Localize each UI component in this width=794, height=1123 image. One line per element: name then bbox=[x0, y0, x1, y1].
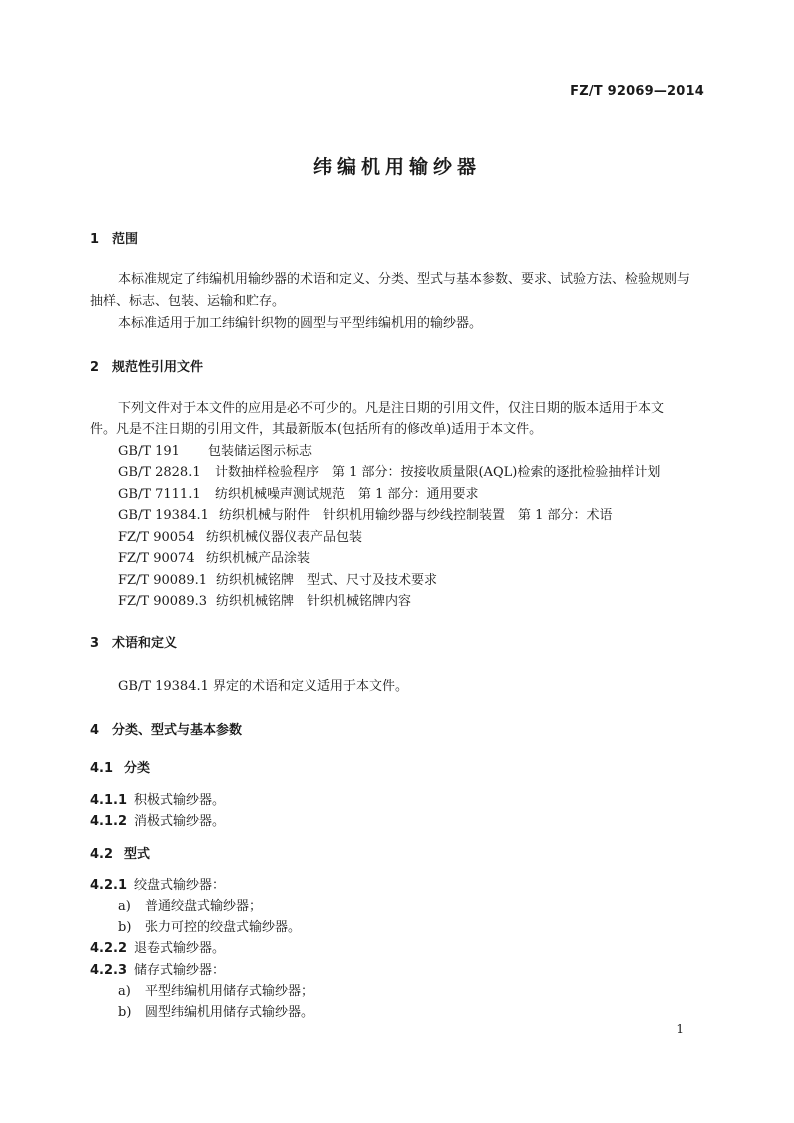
list-text: 平型纬编机用储存式输纱器； bbox=[145, 984, 315, 999]
reference-code: FZ/T 90074 bbox=[118, 551, 195, 566]
clause-text: 消极式输纱器。 bbox=[134, 814, 226, 829]
reference-code: GB/T 2828.1 bbox=[118, 465, 201, 480]
section-4-heading bbox=[90, 719, 242, 738]
clause-4-1-2 bbox=[90, 810, 225, 829]
reference-code: GB/T 7111.1 bbox=[118, 487, 201, 502]
reference-code: FZ/T 90089.3 bbox=[118, 594, 207, 609]
clause-text: 退卷式输纱器。 bbox=[134, 941, 226, 956]
section-number: 1 bbox=[90, 232, 100, 247]
reference-code: GB/T 19384.1 bbox=[118, 508, 209, 523]
section-1-heading bbox=[90, 228, 138, 247]
list-text: 普通绞盘式输纱器； bbox=[145, 899, 263, 914]
section-4-2-heading bbox=[90, 843, 150, 862]
reference-name: 计数抽样检验程序 第 1 部分：按接收质量限(AQL)检索的逐批检验抽样计划 bbox=[215, 465, 661, 480]
reference-name: 纺织机械仪器仪表产品包装 bbox=[206, 530, 363, 545]
reference-item bbox=[118, 483, 479, 502]
clause-number: 4.2.1 bbox=[90, 878, 128, 893]
clause-number: 4.1.2 bbox=[90, 814, 128, 829]
section-title: 型式 bbox=[124, 847, 151, 862]
clause-number: 4.2.2 bbox=[90, 941, 128, 956]
section-3-heading bbox=[90, 632, 177, 651]
clause-4-1-1 bbox=[90, 789, 225, 808]
reference-name: 纺织机械铭牌 针织机械铭牌内容 bbox=[216, 594, 412, 609]
list-label: b) bbox=[118, 920, 132, 935]
list-item bbox=[118, 895, 262, 914]
reference-code: FZ/T 90054 bbox=[118, 530, 195, 545]
section-number: 2 bbox=[90, 360, 100, 375]
list-item bbox=[118, 1001, 314, 1020]
list-label: a) bbox=[118, 899, 131, 914]
section-title: 分类 bbox=[124, 761, 151, 776]
list-label: b) bbox=[118, 1005, 132, 1020]
section-1-para-2: 本标准适用于加工纬编针织物的圆型与平型纬编机用的输纱器。 bbox=[118, 316, 483, 331]
clause-number: 4.2.3 bbox=[90, 963, 128, 978]
reference-name: 包装储运图示标志 bbox=[208, 444, 313, 459]
clause-text: 绞盘式输纱器： bbox=[134, 878, 226, 893]
section-number: 4 bbox=[90, 723, 100, 738]
reference-item bbox=[118, 440, 312, 459]
reference-item bbox=[118, 569, 437, 588]
reference-name: 纺织机械产品涂装 bbox=[206, 551, 311, 566]
reference-code: FZ/T 90089.1 bbox=[118, 573, 207, 588]
section-title: 规范性引用文件 bbox=[112, 360, 204, 375]
section-number: 4.2 bbox=[90, 847, 114, 862]
clause-4-2-2 bbox=[90, 937, 225, 956]
reference-item bbox=[118, 526, 362, 545]
clause-4-2-3 bbox=[90, 959, 225, 978]
clause-number: 4.1.1 bbox=[90, 793, 128, 808]
clause-4-2-1 bbox=[90, 874, 225, 893]
reference-item bbox=[118, 590, 411, 609]
reference-name: 纺织机械噪声测试规范 第 1 部分：通用要求 bbox=[215, 487, 479, 502]
reference-name: 纺织机械与附件 针织机用输纱器与纱线控制装置 第 1 部分：术语 bbox=[219, 508, 613, 523]
section-1-para-1-line-2: 抽样、标志、包装、运输和贮存。 bbox=[90, 294, 286, 309]
reference-item bbox=[118, 504, 613, 523]
list-text: 张力可控的绞盘式输纱器。 bbox=[145, 920, 302, 935]
document-title: 纬编机用输纱器 bbox=[312, 156, 481, 178]
reference-item bbox=[118, 461, 660, 480]
section-3-para: GB/T 19384.1 界定的术语和定义适用于本文件。 bbox=[118, 679, 409, 694]
reference-name: 纺织机械铭牌 型式、尺寸及技术要求 bbox=[216, 573, 438, 588]
clause-text: 积极式输纱器。 bbox=[134, 793, 226, 808]
section-title: 范围 bbox=[112, 232, 139, 247]
reference-code: GB/T 191 bbox=[118, 444, 180, 459]
list-item bbox=[118, 916, 301, 935]
section-2-heading bbox=[90, 356, 203, 375]
clause-text: 储存式输纱器： bbox=[134, 963, 226, 978]
section-4-1-heading bbox=[90, 757, 150, 776]
section-title: 术语和定义 bbox=[112, 636, 178, 651]
reference-item bbox=[118, 547, 310, 566]
section-1-para-1-line-1: 本标准规定了纬编机用输纱器的术语和定义、分类、型式与基本参数、要求、试验方法、检验规则与 bbox=[118, 272, 691, 287]
list-label: a) bbox=[118, 984, 131, 999]
section-2-intro-line-2: 件。凡是不注日期的引用文件，其最新版本(包括所有的修改单)适用于本文件。 bbox=[90, 422, 543, 437]
page-number: 1 bbox=[676, 1022, 684, 1036]
list-item bbox=[118, 980, 314, 999]
standard-code: FZ/T 92069—2014 bbox=[570, 84, 704, 99]
section-2-intro-line-1: 下列文件对于本文件的应用是必不可少的。凡是注日期的引用文件，仅注日期的版本适用于本文 bbox=[118, 401, 665, 416]
list-text: 圆型纬编机用储存式输纱器。 bbox=[145, 1005, 315, 1020]
section-title: 分类、型式与基本参数 bbox=[112, 723, 243, 738]
section-number: 4.1 bbox=[90, 761, 114, 776]
section-number: 3 bbox=[90, 636, 100, 651]
